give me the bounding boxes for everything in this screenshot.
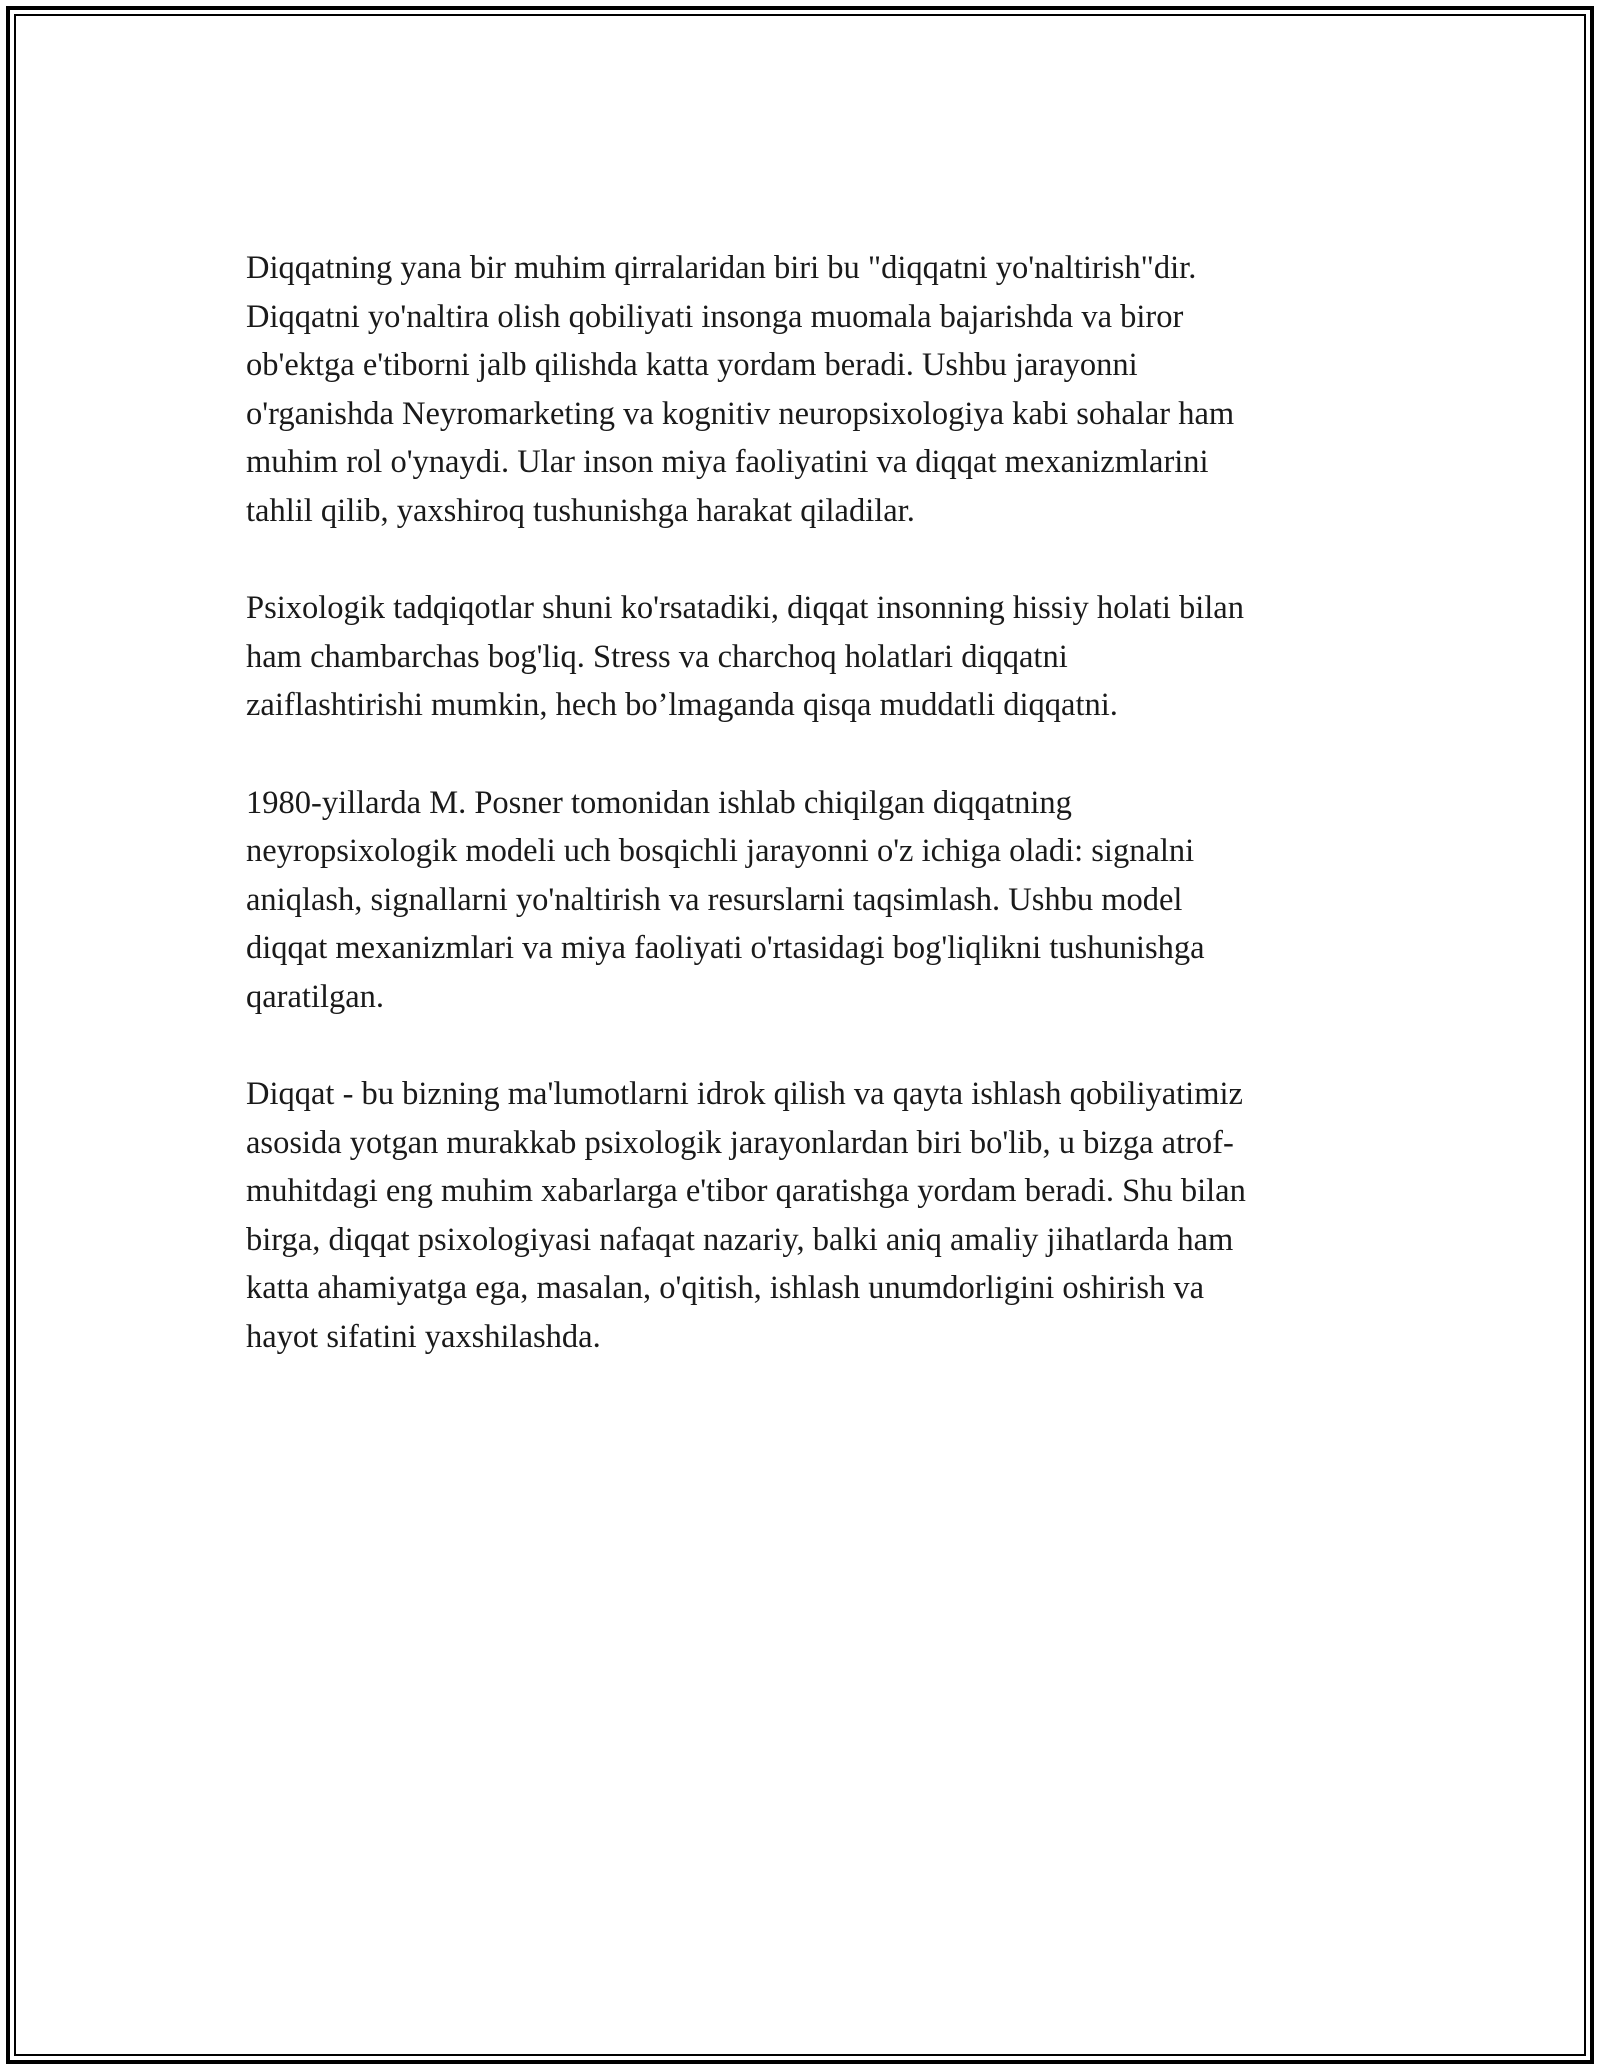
paragraph-line: asosida yotgan murakkab psixologik jarayonlardan biri bo'lib, u bizga atrof- xyxy=(246,1124,1234,1161)
paragraph-line: tahlil qilib, yaxshiroq tushunishga harakat qiladilar. xyxy=(246,492,915,529)
paragraph-line: Diqqatning yana bir muhim qirralaridan biri bu "diqqatni yo'naltirish"dir. xyxy=(246,250,1197,286)
paragraph-line: Psixologik tadqiqotlar shuni ko'rsatadiki, diqqat insonning hissiy holati bilan xyxy=(246,590,1244,626)
paragraph-line: neyropsixologik modeli uch bosqichli jarayonni o'z ichiga oladi: signalni xyxy=(246,833,1195,869)
paragraph-3 xyxy=(246,779,1376,1022)
paragraph-line: muhitdagi eng muhim xabarlarga e'tibor qaratishga yordam beradi. Shu bilan xyxy=(246,1173,1246,1209)
page-border xyxy=(6,6,1594,2064)
paragraph-line: Diqqatni yo'naltira olish qobiliyati insonga muomala bajarishda va biror xyxy=(246,298,1184,335)
paragraph-line: o'rganishda Neyromarketing va kognitiv neuropsixologiya kabi sohalar ham xyxy=(246,395,1235,432)
paragraph-line: zaiflashtirishi mumkin, hech bo’lmaganda qisqa muddatli diqqatni. xyxy=(246,687,1118,723)
paragraph-line: aniqlash, signallarni yo'naltirish va resurslarni taqsimlash. Ushbu model xyxy=(246,881,1183,918)
paragraph-line: Diqqat - bu bizning ma'lumotlarni idrok qilish va qayta ishlash qobiliyatimiz xyxy=(246,1076,1243,1112)
paragraph-line: qaratilgan. xyxy=(246,978,385,1015)
paragraph-line: birga, diqqat psixologiyasi nafaqat nazariy, balki aniq amaliy jihatlarda ham xyxy=(246,1221,1234,1258)
paragraph-line: 1980-yillarda M. Posner tomonidan ishlab chiqilgan diqqatning xyxy=(246,784,1072,821)
paragraph-4 xyxy=(246,1070,1376,1361)
document-body xyxy=(246,244,1376,1410)
paragraph-line: muhim rol o'ynaydi. Ular inson miya faoliyatini va diqqat mexanizmlarini xyxy=(246,444,1209,480)
paragraph-2 xyxy=(246,584,1376,730)
paragraph-line: hayot sifatini yaxshilashda. xyxy=(246,1318,601,1355)
paragraph-1 xyxy=(246,244,1376,535)
paragraph-line: ob'ektga e'tiborni jalb qilishda katta yordam beradi. Ushbu jarayonni xyxy=(246,347,1138,383)
paragraph-line: ham chambarchas bog'liq. Stress va charchoq holatlari diqqatni xyxy=(246,638,1068,675)
paragraph-line: diqqat mexanizmlari va miya faoliyati o'rtasidagi bog'liqlikni tushunishga xyxy=(246,930,1205,966)
paragraph-line: katta ahamiyatga ega, masalan, o'qitish, ishlash unumdorligini oshirish va xyxy=(246,1270,1205,1306)
